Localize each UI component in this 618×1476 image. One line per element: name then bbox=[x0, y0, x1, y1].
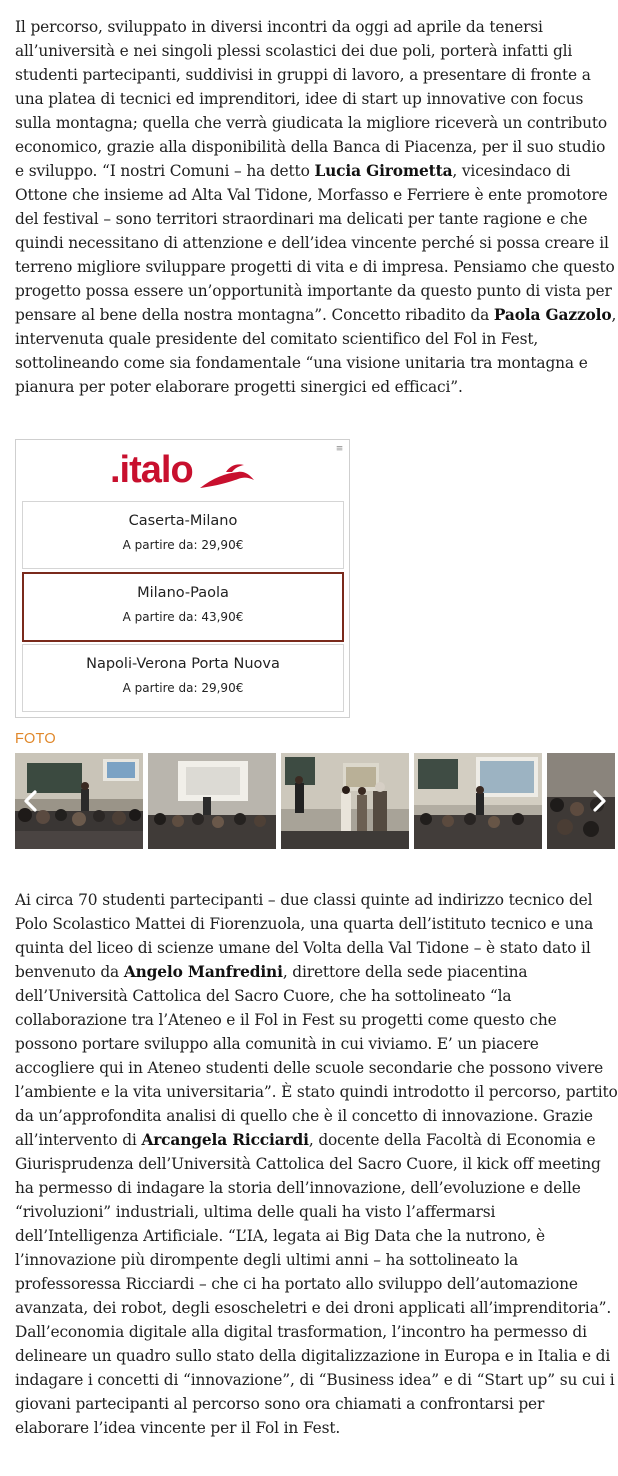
paragraph-text: , docente della Facoltà di Economia e Giurisprudenza dell’Università Cattolica del Sacro Cuore, il kick off meeting ha permesso di indagare la storia dell’innovazione, dell’evoluzione e delle “rivoluzioni” industriali, ultima delle quali ha visto l’affermarsi dell’Intelligenza Artificiale. “L’IA, legata ai Big Data che la nutrono, è l’innovazione più dirompente degli ultimi anni – ha sottolineato la professoressa Ricciardi – che ci ha portato allo sviluppo dell’automazione avanzata, dei robot, degli esoscheletri e dei droni applicati all’imprenditoria”. Dall’economia digitale alla digital trasformation, l’incontro ha permesso di delineare un quadro sullo stato della digitalizzazione in Europa e in Italia e di indagare i concetti di “innovazione”, di “Business idea” e di “Start up” su cui i giovani partecipanti al percorso sono ora chiamati a confrontarsi per elaborare l’idea vincente per il Fol in Fest. bbox=[15, 1131, 615, 1437]
gallery-label: FOTO bbox=[15, 731, 56, 747]
article-paragraph-1 bbox=[15, 15, 618, 399]
paragraph-text: , direttore della sede piacentina dell’Università Cattolica del Sacro Cuore, che ha sottolineato “la collaborazione tra l’Ateneo e il Fol in Fest su progetti come questo che possono portare sviluppo alla comunità in cui viviamo. E’ un piacere accogliere qui in Ateneo studenti delle scuole secondarie che possono vivere l’ambiente e la vita universitaria”. È stato quindi introdotto il percorso, partito da un’approfondita analisi di quello che è il concetto di innovazione. Grazie all’intervento di bbox=[15, 963, 618, 1149]
route-price: A partire da: 43,90€ bbox=[122, 610, 244, 624]
paragraph-text: , intervenuta quale presidente del comitato scientifico del Fol in Fest, sottolineando come sia fondamentale “una visione unitaria tra montagna e pianura per poter elaborare progetti sinergici ed efficaci”. bbox=[15, 306, 617, 396]
gallery-photo[interactable] bbox=[414, 753, 542, 849]
gallery-prev-button[interactable] bbox=[17, 787, 45, 815]
route-caserta-milano[interactable] bbox=[22, 501, 344, 569]
paragraph-text: , vicesindaco di Ottone che insieme ad Alta Val Tidone, Morfasso e Ferriere è ente promotore del festival – sono territori straordinari ma delicati per tante ragione e che quindi necessitano di attenzione e dell’idea vincente perché si possa creare il terreno migliore sviluppare progetti di vita e di impresa. Pensiamo che questo progetto possa essere un’opportunità importante da questo punto di vista per pensare al bene della nostra montagna”. Concetto ribadito da bbox=[15, 162, 615, 324]
route-milano-paola[interactable] bbox=[22, 572, 344, 642]
route-price: A partire da: 29,90€ bbox=[122, 538, 244, 552]
chevron-left-icon bbox=[17, 787, 45, 815]
paragraph-text: Il percorso, sviluppato in diversi incontri da oggi ad aprile da tenersi all’università e nei singoli plessi scolastici dei due poli, porterà infatti gli studenti partecipanti, suddivisi in gruppi di lavoro, a presentare di fronte a una platea di tecnici ed imprenditori, idee di start up innovative con focus sulla montagna; quella che verrà giudicata la migliore riceverà un contributo economico, grazie alla disponibilità della Banca di Piacenza, per il suo studio e sviluppo. “I nostri Comuni – ha detto bbox=[15, 18, 607, 180]
route-price: A partire da: 29,90€ bbox=[122, 681, 244, 695]
article-paragraph-2 bbox=[15, 888, 618, 1440]
italo-logo[interactable] bbox=[16, 446, 349, 496]
person-name: Angelo Manfredini bbox=[123, 963, 283, 981]
gallery-photo[interactable] bbox=[148, 753, 276, 849]
route-napoli-verona[interactable] bbox=[22, 644, 344, 712]
paragraph-text: Ai circa 70 studenti partecipanti – due classi quinte ad indirizzo tecnico del Polo Scolastico Mattei di Fiorenzuola, una quarta dell’istituto tecnico e una quinta del liceo di scienze umane del Volta della Val Tidone – è stato dato il benvenuto da bbox=[15, 891, 594, 981]
route-name: Milano-Paola bbox=[137, 585, 229, 601]
photo-gallery[interactable] bbox=[15, 753, 615, 849]
gallery-next-button[interactable] bbox=[585, 787, 613, 815]
chevron-right-icon bbox=[585, 787, 613, 815]
ad-choices-icon[interactable]: ≡ bbox=[335, 444, 344, 454]
italo-ad-banner[interactable] bbox=[15, 439, 350, 718]
route-name: Caserta-Milano bbox=[128, 513, 238, 529]
person-name: Paola Gazzolo bbox=[493, 306, 612, 324]
person-name: Lucia Girometta bbox=[314, 162, 453, 180]
route-name: Napoli-Verona Porta Nuova bbox=[86, 656, 280, 672]
gallery-photo[interactable] bbox=[281, 753, 409, 849]
person-name: Arcangela Ricciardi bbox=[141, 1131, 309, 1149]
italo-logo-text: .italo bbox=[109, 449, 193, 491]
